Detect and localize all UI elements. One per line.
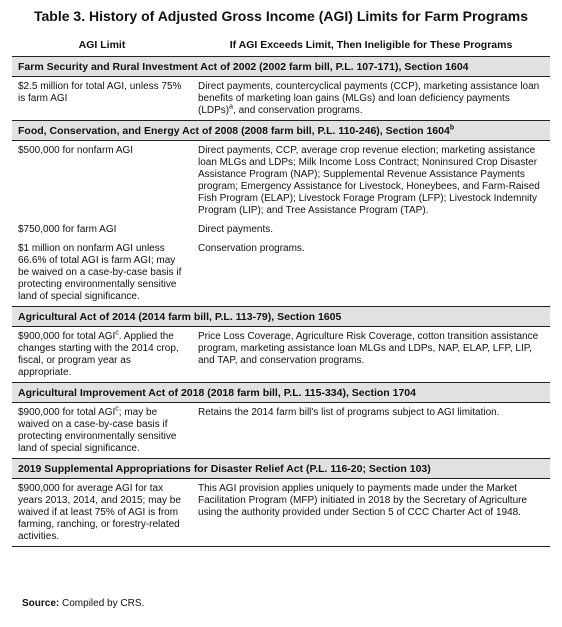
agi-limit-cell: $900,000 for average AGI for tax years 2013, 2014, and 2015; may be waived if at least 75% of AGI is from farming, ranching, or forestry-related activities. bbox=[12, 479, 192, 547]
table-row bbox=[12, 479, 550, 547]
programs-cell: This AGI provision applies uniquely to payments made under the Market Facilitation Program (MFP) initiated in 2018 by the Secretary of Agriculture using the authority provided under Section 5 of CCC Charter Act of 1948. bbox=[192, 479, 550, 547]
agi-limit-cell: $1 million on nonfarm AGI unless 66.6% of total AGI is farm AGI; may be waived on a case-by-case basis if protecting environmentally sensitive land of special significance. bbox=[18, 243, 182, 302]
section-heading-row bbox=[12, 57, 550, 77]
table-header-row bbox=[12, 34, 550, 57]
table-row bbox=[12, 403, 550, 459]
programs-cell: Retains the 2014 farm bill's list of programs subject to AGI limitation. bbox=[198, 407, 500, 418]
agi-limit-cell: $2.5 million for total AGI, unless 75% is farm AGI bbox=[18, 81, 182, 104]
table-row bbox=[12, 220, 550, 239]
programs-cell: Direct payments, countercyclical payments (CCP), marketing assistance loan benefits of marketing loan gains (MLGs) and loan deficiency payments (LDPs)$^a$, and conservation programs. bbox=[198, 81, 540, 116]
table-row bbox=[12, 141, 550, 221]
source-text: Compiled by CRS. bbox=[62, 598, 145, 609]
column-header-programs: If AGI Exceeds Limit, Then Ineligible for These Programs bbox=[192, 34, 550, 57]
agi-limit-cell: $750,000 for farm AGI bbox=[18, 224, 117, 235]
section-heading-row bbox=[12, 121, 550, 141]
section-heading: Agricultural Act of 2014 (2014 farm bill, P.L. 113-79), Section 1605 bbox=[12, 307, 550, 327]
footnote-marker: a bbox=[229, 103, 234, 111]
agi-limits-table bbox=[12, 34, 550, 547]
programs-cell: Direct payments. bbox=[198, 224, 274, 235]
agi-limit-cell: $500,000 for nonfarm AGI bbox=[18, 145, 134, 156]
programs-cell: Direct payments, CCP, average crop revenue election; marketing assistance loan MLGs and LDPs; Milk Income Loss Contract; Noninsured Crop Disaster Assistance Program (NAP); Supplemental Revenue Assistance Payments program; Emergency Assistance for Livestock, Honeybees, and Farm-Raised Fish Program (ELAP); Livestock Forage Program (LFP); Livestock Indemnity Program (LIP); and Tree Assistance Program (TAP). bbox=[198, 145, 540, 216]
source-label: Source: bbox=[22, 598, 60, 609]
programs-cell: Price Loss Coverage, Agriculture Risk Coverage, cotton transition assistance program, marketing assistance loan MLGs and LDPs, NAP, ELAP, LFP, LIP, and TAP, and conservation programs. bbox=[198, 331, 539, 366]
section-heading-row bbox=[12, 383, 550, 403]
footnote-marker: c bbox=[115, 329, 119, 337]
section-heading: Food, Conservation, and Energy Act of 2008 (2008 farm bill, P.L. 110-246), Section 1604$^b$ bbox=[12, 121, 550, 141]
section-heading-row bbox=[12, 459, 550, 479]
table-row bbox=[12, 239, 550, 307]
table-row bbox=[12, 327, 550, 383]
agi-limit-cell: $900,000 for total AGI$^c$. Applied the changes starting with the 2014 crop, fiscal, or program year as appropriate. bbox=[18, 329, 179, 378]
section-heading: Agricultural Improvement Act of 2018 (2018 farm bill, P.L. 115-334), Section 1704 bbox=[12, 383, 550, 403]
programs-cell: Conservation programs. bbox=[198, 243, 305, 254]
section-heading: Farm Security and Rural Investment Act of 2002 (2002 farm bill, P.L. 107-171), Section 1604 bbox=[12, 57, 550, 77]
agi-limit-cell: $900,000 for total AGI$^c$; may be waived on a case-by-case basis if protecting environmentally sensitive land of special significance. bbox=[18, 405, 177, 454]
column-header-agi-limit: AGI Limit bbox=[12, 34, 192, 57]
source-note bbox=[22, 598, 144, 609]
section-heading: 2019 Supplemental Appropriations for Disaster Relief Act (P.L. 116-20; Section 103) bbox=[12, 459, 550, 479]
table-title: Table 3. History of Adjusted Gross Income (AGI) Limits for Farm Programs bbox=[34, 8, 528, 24]
footnote-marker: c bbox=[115, 405, 119, 413]
footnote-marker: b bbox=[449, 124, 455, 132]
table-row bbox=[12, 77, 550, 121]
section-heading-row bbox=[12, 307, 550, 327]
